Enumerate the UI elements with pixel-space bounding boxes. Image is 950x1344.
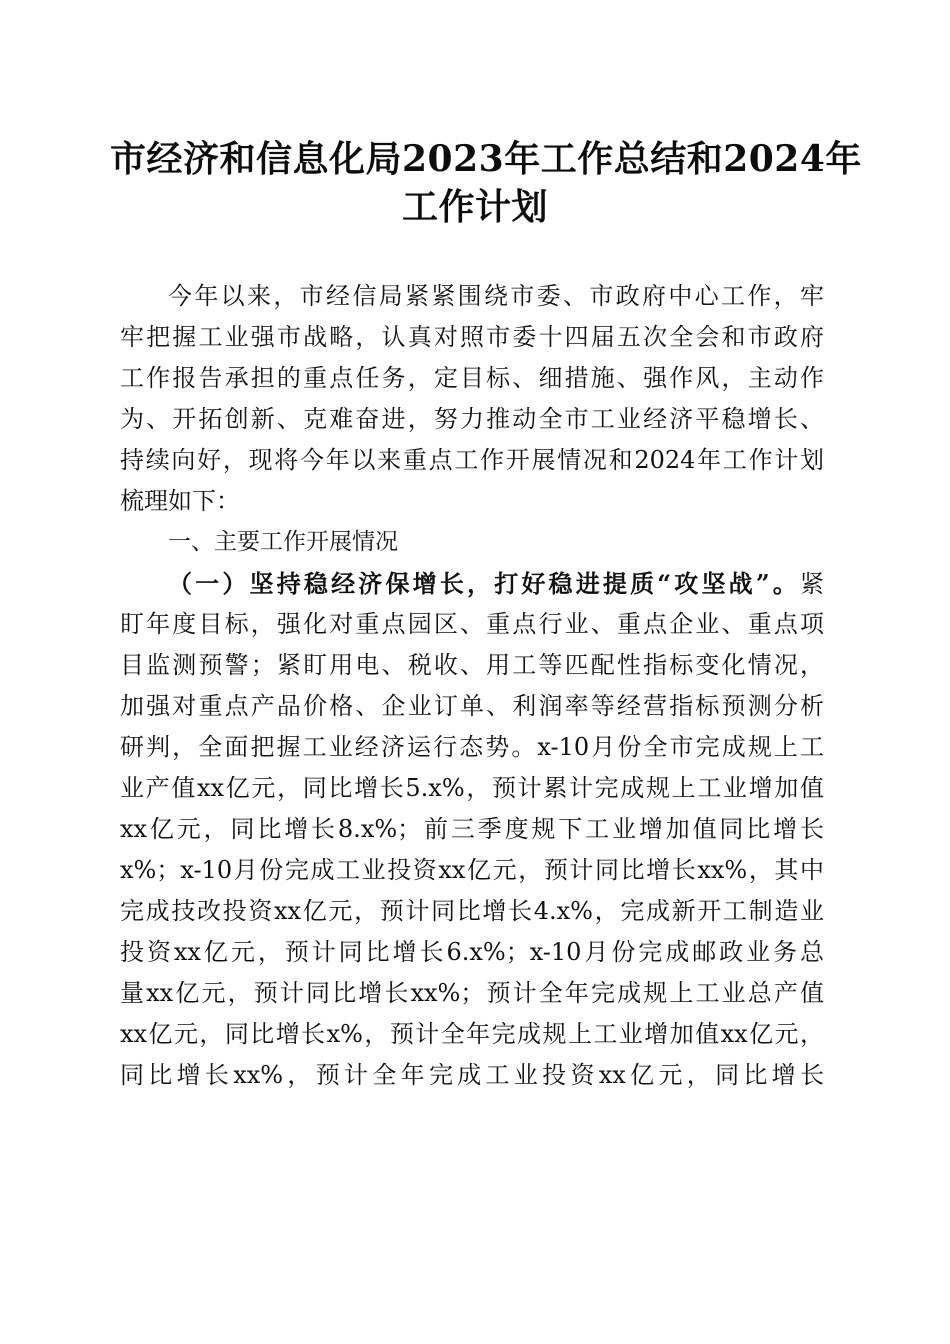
subsection-heading: （一）坚持稳经济保增长，打好稳进提质“攻坚战”。 xyxy=(168,569,800,598)
intro-line: 为、开拓创新、克难奋进，努力推动全市工业经济平稳增长、 xyxy=(120,405,824,433)
intro-line: 工作报告承担的重点任务，定目标、细措施、强作风，主动作 xyxy=(120,364,824,392)
document-body xyxy=(120,276,824,1096)
title-line-2: 工作计划 xyxy=(401,186,548,228)
intro-line: 今年以来，市经信局紧紧围绕市委、市政府中心工作，牢 xyxy=(168,282,824,310)
body-line: 量xx亿元，预计同比增长xx%；预计全年完成规上工业总产值 xyxy=(120,979,824,1007)
body-line: x%；x-10月份完成工业投资xx亿元，预计同比增长xx%，其中 xyxy=(120,856,824,884)
document-title xyxy=(110,135,862,231)
body-line: 加强对重点产品价格、企业订单、利润率等经营指标预测分析 xyxy=(120,692,824,720)
intro-line: 梳理如下： xyxy=(120,487,240,515)
section-heading: 一、主要工作开展情况 xyxy=(168,529,398,555)
body-line: 投资xx亿元，预计同比增长6.x%；x-10月份完成邮政业务总 xyxy=(120,938,824,966)
body-line: xx亿元，同比增长8.x%；前三季度规下工业增加值同比增长 xyxy=(120,815,824,843)
body-line: 业产值xx亿元，同比增长5.x%，预计累计完成规上工业增加值 xyxy=(120,774,824,802)
body-line: 盯年度目标，强化对重点园区、重点行业、重点企业、重点项 xyxy=(120,610,824,638)
intro-line: 牢把握工业强市战略，认真对照市委十四届五次全会和市政府 xyxy=(120,323,824,351)
subsection-first-line-rest: 紧 xyxy=(800,570,824,598)
subsection-first-line xyxy=(120,563,824,604)
body-line: 目监测预警；紧盯用电、税收、用工等匹配性指标变化情况， xyxy=(120,651,824,679)
title-line-1: 市经济和信息化局2023年工作总结和2024年 xyxy=(110,138,862,180)
intro-line: 持续向好，现将今年以来重点工作开展情况和2024年工作计划 xyxy=(120,446,824,474)
body-line: 研判，全面把握工业经济运行态势。x-10月份全市完成规上工 xyxy=(120,733,824,761)
body-line: 同比增长xx%，预计全年完成工业投资xx亿元，同比增长 xyxy=(120,1061,824,1089)
body-line: 完成技改投资xx亿元，预计同比增长4.x%，完成新开工制造业 xyxy=(120,897,824,925)
body-line: xx亿元，同比增长x%，预计全年完成规上工业增加值xx亿元， xyxy=(120,1020,824,1048)
